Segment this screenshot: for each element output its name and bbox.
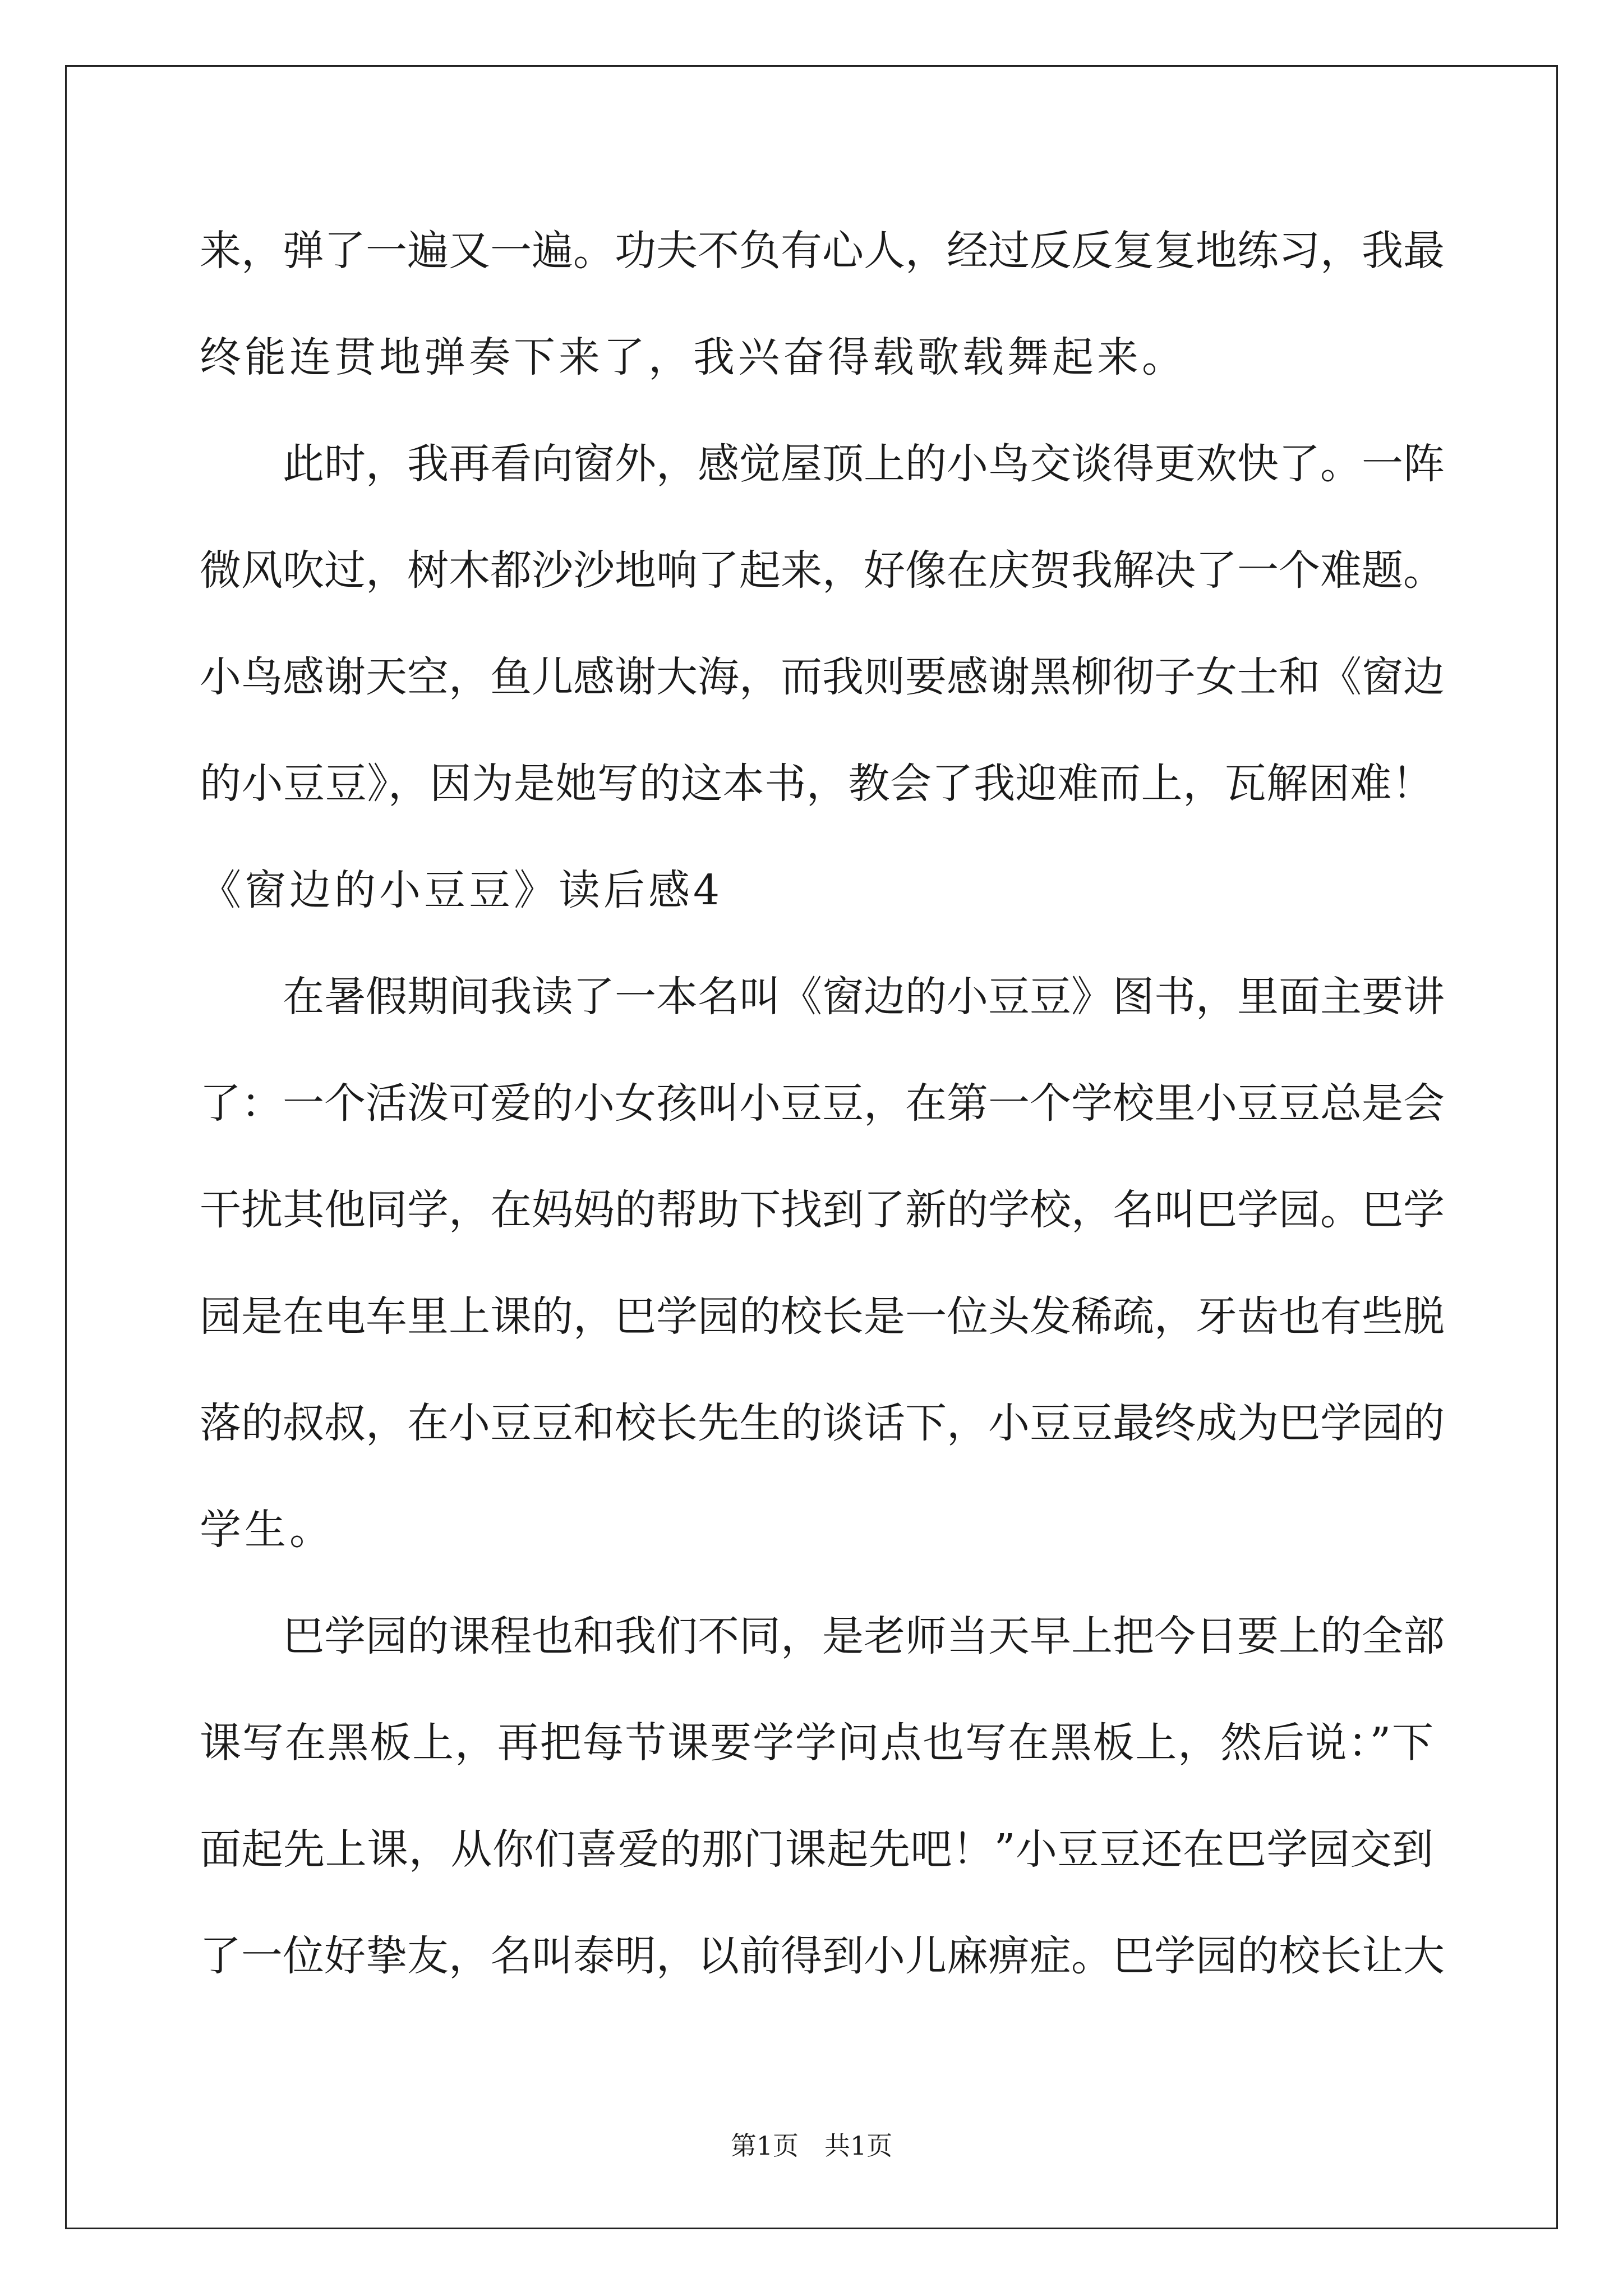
text-line: 学生。	[200, 1506, 334, 1554]
text-line: 的小豆豆》，因为是她写的这本书，教会了我迎难而上，瓦解困难！	[200, 760, 1433, 808]
text-line: 落的叔叔，在小豆豆和校长先生的谈话下，小豆豆最终成为巴学园的	[200, 1399, 1445, 1447]
text-line: 面起先上课，从你们喜爱的那门课起先吧！”小豆豆还在巴学园交到	[200, 1825, 1433, 1874]
page-number-footer: 第1页 共1页	[730, 2131, 893, 2161]
text-line: 在暑假期间我读了一本名叫《窗边的小豆豆》图书，里面主要讲	[200, 973, 1445, 1021]
text-line: 园是在电车里上课的，巴学园的校长是一位头发稀疏，牙齿也有些脱	[200, 1292, 1445, 1341]
text-line: 终能连贯地弹奏下来了，我兴奋得载歌载舞起来。	[200, 333, 1187, 381]
text-line: 此时，我再看向窗外，感觉屋顶上的小鸟交谈得更欢快了。一阵	[200, 440, 1445, 488]
text-line: 了一位好挚友，名叫泰明，以前得到小儿麻痹症。巴学园的校长让大	[200, 1932, 1445, 1980]
section-heading: 《窗边的小豆豆》读后感4	[200, 866, 723, 914]
text-line: 来，弹了一遍又一遍。功夫不负有心人，经过反反复复地练习，我最	[200, 227, 1445, 275]
text-line: 微风吹过，树木都沙沙地响了起来，好像在庆贺我解决了一个难题。	[200, 546, 1445, 595]
text-line: 了：一个活泼可爱的小女孩叫小豆豆，在第一个学校里小豆豆总是会	[200, 1079, 1445, 1128]
text-line: 巴学园的课程也和我们不同，是老师当天早上把今日要上的全部	[200, 1612, 1445, 1660]
text-line: 课写在黑板上，再把每节课要学学问点也写在黑板上，然后说：”下	[200, 1719, 1433, 1767]
text-line: 干扰其他同学，在妈妈的帮助下找到了新的学校，名叫巴学园。巴学	[200, 1186, 1445, 1234]
text-line: 小鸟感谢天空，鱼儿感谢大海，而我则要感谢黑柳彻子女士和《窗边	[200, 653, 1445, 701]
